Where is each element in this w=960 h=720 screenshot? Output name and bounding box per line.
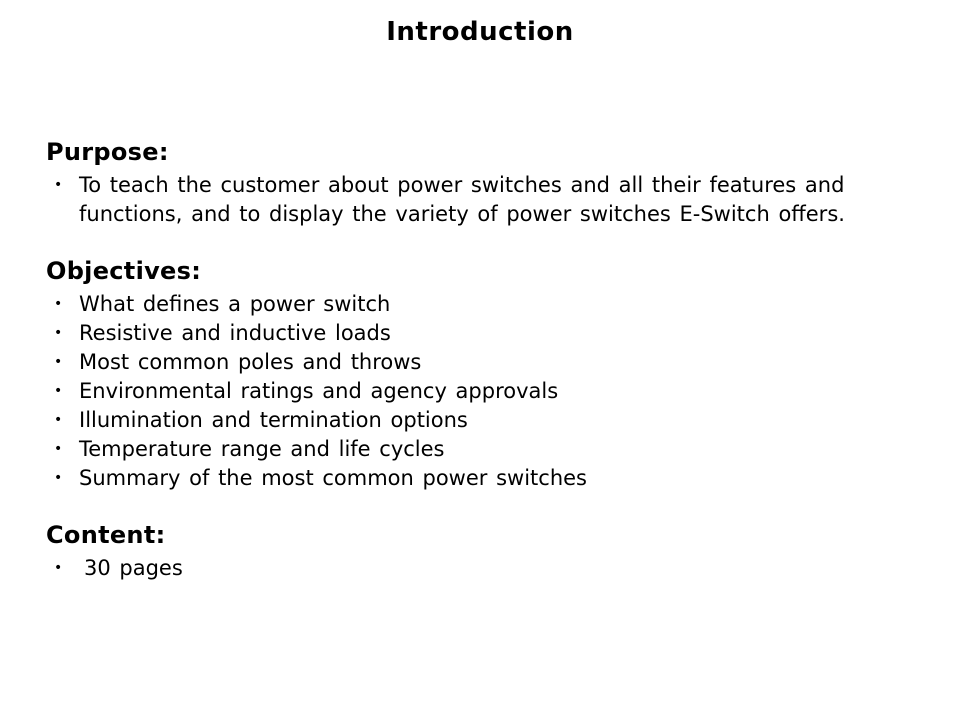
bullet-text: Illumination and termination options — [79, 408, 468, 432]
list-item — [46, 348, 914, 377]
bullet-icon: • — [54, 296, 63, 312]
bullet-icon: • — [54, 470, 63, 486]
list-item — [46, 554, 914, 583]
list-item — [46, 377, 914, 406]
bullet-icon: • — [54, 325, 63, 341]
bullet-text: To teach the customer about power switches and all their features and functions, and to display the variety of power switches E-Switch offers. — [79, 173, 845, 226]
bullet-icon: • — [54, 177, 63, 193]
list-item — [46, 435, 914, 464]
list-item — [46, 464, 914, 493]
list-item — [46, 290, 914, 319]
bullet-icon: • — [54, 441, 63, 457]
bullet-text: Resistive and inductive loads — [79, 321, 391, 345]
section-content — [46, 520, 914, 583]
content-heading: Content: — [46, 521, 166, 549]
bullet-text: Temperature range and life cycles — [79, 437, 445, 461]
bullet-text: 30 pages — [84, 556, 183, 580]
list-item — [46, 406, 914, 435]
bullet-text: What defines a power switch — [79, 292, 391, 316]
bullet-icon: • — [54, 412, 63, 428]
slide-title: Introduction — [386, 17, 574, 47]
bullet-text: Most common poles and throws — [79, 350, 422, 374]
purpose-heading: Purpose: — [46, 138, 169, 166]
content-bullet-list — [46, 554, 914, 583]
slide-body — [46, 137, 914, 583]
section-objectives — [46, 256, 914, 493]
bullet-icon: • — [54, 383, 63, 399]
section-purpose — [46, 137, 914, 229]
list-item — [46, 171, 914, 229]
list-item — [46, 319, 914, 348]
bullet-icon: • — [54, 354, 63, 370]
purpose-bullet-list — [46, 171, 914, 229]
bullet-text: Environmental ratings and agency approvals — [79, 379, 559, 403]
objectives-bullet-list — [46, 290, 914, 493]
bullet-text: Summary of the most common power switches — [79, 466, 587, 490]
bullet-icon: • — [54, 560, 63, 576]
objectives-heading: Objectives: — [46, 257, 202, 285]
